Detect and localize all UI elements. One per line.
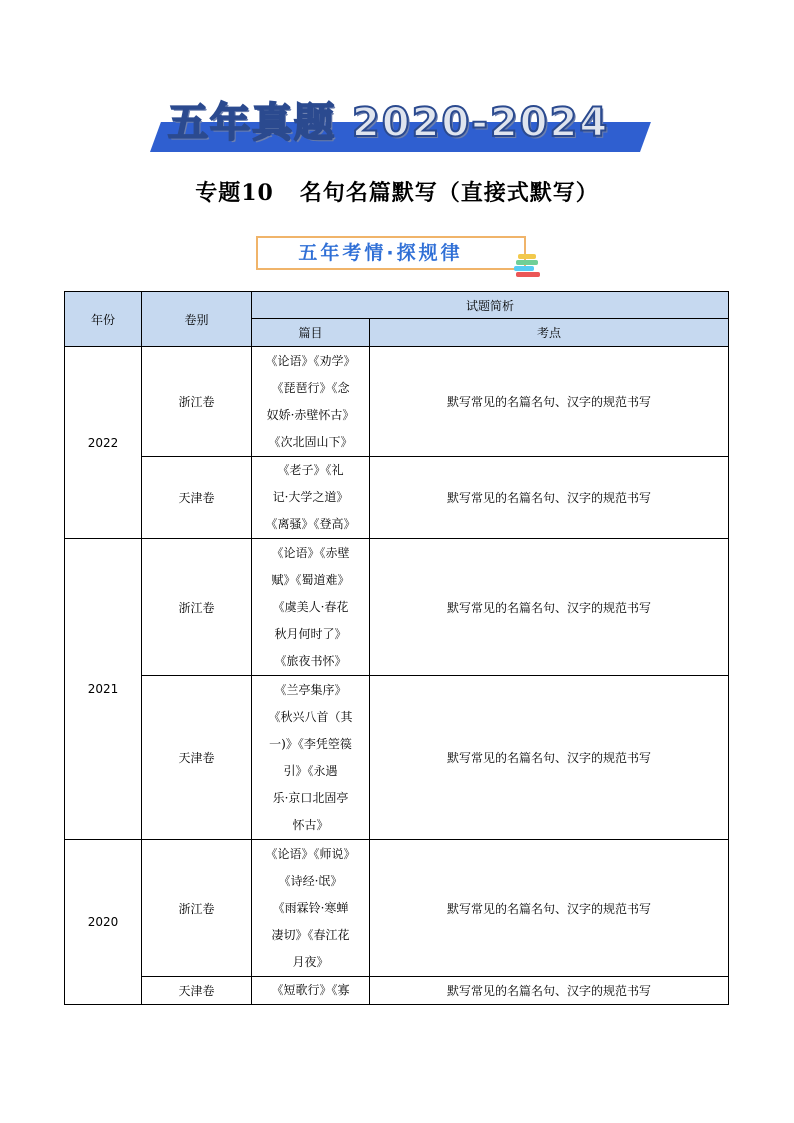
title-line: 赋》《蜀道难》 — [271, 572, 350, 587]
books-icon — [514, 254, 540, 278]
table-row — [65, 840, 729, 977]
titles-cell — [252, 676, 370, 840]
header-year: 年份 — [65, 292, 142, 347]
title-line: 《老子》《礼 — [277, 463, 344, 477]
title-line: 《兰亭集序》 — [274, 682, 347, 697]
title-line: 《秋兴八首（其 — [268, 709, 353, 724]
title-line: 《论语》《师说》 — [265, 846, 356, 861]
table-row — [65, 347, 729, 457]
titles-cell — [252, 457, 370, 539]
titles-cell — [252, 840, 370, 977]
header-titles: 篇目 — [252, 319, 370, 347]
point-cell: 默写常见的名篇名句、汉字的规范书写 — [370, 347, 729, 457]
point-cell: 默写常见的名篇名句、汉字的规范书写 — [370, 457, 729, 539]
table-row — [65, 457, 729, 539]
title-line: 凄切》《春江花 — [271, 927, 350, 942]
titles-cell — [252, 347, 370, 457]
title-line: 引》《永遇 — [283, 763, 338, 778]
paper-cell: 浙江卷 — [142, 840, 252, 977]
year-cell: 2020 — [65, 840, 142, 1005]
title-line: 记·大学之道》 — [272, 490, 349, 504]
table-row — [65, 977, 729, 1005]
title-line: 《论语》《劝学》 — [265, 353, 356, 368]
paper-cell: 天津卷 — [142, 457, 252, 539]
point-cell: 默写常见的名篇名句、汉字的规范书写 — [370, 539, 729, 676]
year-cell: 2022 — [65, 347, 142, 539]
titles-cell — [252, 977, 370, 1005]
title-line: 《雨霖铃·寒蝉 — [272, 900, 349, 915]
title-line: 《虞美人·春花 — [272, 599, 349, 614]
title-line: 《离骚》《登高》 — [265, 517, 356, 531]
paper-cell: 天津卷 — [142, 977, 252, 1005]
banner-title: 五年真题 2020-2024 — [168, 100, 610, 146]
title-line: 乐·京口北固亭 — [272, 790, 349, 805]
title-line: 《旅夜书怀》 — [274, 653, 347, 668]
banner — [150, 98, 645, 156]
page-title: 专题10 名句名篇默写（直接式默写） — [195, 180, 599, 206]
title-line: 《次北固山下》 — [268, 434, 353, 449]
header-points: 考点 — [370, 319, 729, 347]
header-paper: 卷别 — [142, 292, 252, 347]
title-line: 月夜》 — [292, 954, 329, 969]
title-line: 《短歌行》《寡 — [271, 983, 350, 997]
point-cell: 默写常见的名篇名句、汉字的规范书写 — [370, 977, 729, 1005]
title-line: 《论语》《赤壁 — [271, 545, 350, 560]
header-analysis: 试题简析 — [252, 292, 729, 319]
table-row — [65, 676, 729, 840]
exam-analysis-table — [64, 291, 729, 1005]
point-cell: 默写常见的名篇名句、汉字的规范书写 — [370, 676, 729, 840]
title-line: 《琵琶行》《念 — [271, 380, 350, 395]
section-header — [256, 236, 526, 270]
paper-cell: 天津卷 — [142, 676, 252, 840]
paper-cell: 浙江卷 — [142, 539, 252, 676]
title-line: 奴娇·赤壁怀古》 — [266, 407, 355, 422]
title-line: 一)》《李凭箜篌 — [269, 736, 352, 751]
paper-cell: 浙江卷 — [142, 347, 252, 457]
title-line: 《诗经·氓》 — [278, 873, 343, 888]
point-cell: 默写常见的名篇名句、汉字的规范书写 — [370, 840, 729, 977]
title-line: 秋月何时了》 — [274, 626, 347, 641]
titles-cell — [252, 539, 370, 676]
year-cell: 2021 — [65, 539, 142, 840]
title-line: 怀古》 — [292, 817, 329, 832]
table-row — [65, 539, 729, 676]
section-label: 五年考情·探规律 — [298, 242, 463, 264]
